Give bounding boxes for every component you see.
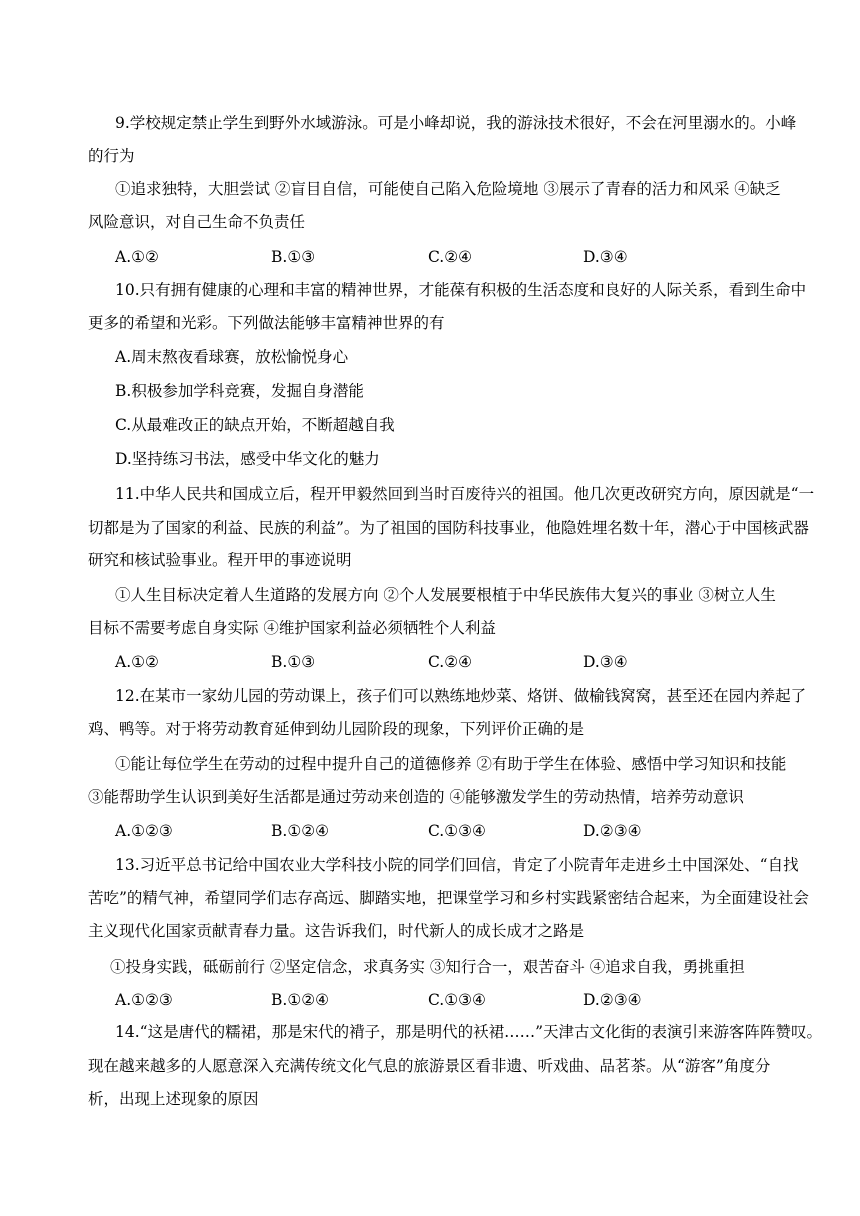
question-12-stem-line-2: 鸡、鸭等。对于将劳动教育延伸到幼儿园阶段的现象，下列评价正确的是 (88, 720, 585, 738)
question-10-stem-line-1: 10.只有拥有健康的心理和丰富的精神世界，才能葆有积极的生活态度和良好的人际关系，看到生命中 (115, 281, 807, 299)
question-14-stem-line-3: 析，出现上述现象的原因 (88, 1090, 259, 1108)
question-9-answer-b: B.①③ (271, 248, 316, 266)
question-13-answer-b: B.①②④ (271, 991, 330, 1009)
question-11-answer-c: C.②④ (428, 653, 473, 671)
question-11-statements-line-2: 目标不需要考虑自身实际 ④维护国家利益必须牺牲个人利益 (88, 619, 496, 637)
question-10-option-a: A.周末熬夜看球赛，放松愉悦身心 (115, 348, 349, 366)
question-10-option-b: B.积极参加学科竞赛，发掘自身潜能 (115, 382, 364, 400)
question-9-stem-line-1: 9.学校规定禁止学生到野外水域游泳。可是小峰却说，我的游泳技术很好，不会在河里溺水的。小峰 (115, 114, 797, 132)
question-12-answer-c: C.①③④ (428, 822, 486, 840)
question-9-answer-c: C.②④ (428, 248, 473, 266)
question-14-stem-line-1: 14.“这是唐代的糯裙，那是宋代的褙子，那是明代的袄裙……”天津古文化街的表演引来游客阵阵赞叹。 (115, 1023, 823, 1041)
question-13-statements-line-1: ①投身实践，砥砺前行 ②坚定信念，求真务实 ③知行合一，艰苦奋斗 ④追求自我，勇挑重担 (110, 958, 745, 976)
question-11-answer-d: D.③④ (583, 653, 628, 671)
question-10-stem-line-2: 更多的希望和光彩。下列做法能够丰富精神世界的有 (88, 314, 445, 332)
question-12-answer-a: A.①②③ (115, 822, 173, 840)
question-10-option-c: C.从最难改正的缺点开始，不断超越自我 (115, 416, 395, 434)
question-11-stem-line-2: 切都是为了国家的利益、民族的利益”。为了祖国的国防科技事业，他隐姓埋名数十年，潜心于中国核武器 (88, 519, 809, 537)
question-12-answer-b: B.①②④ (271, 822, 330, 840)
question-9-answer-d: D.③④ (583, 248, 628, 266)
question-14-stem-line-2: 现在越来越多的人愿意深入充满传统文化气息的旅游景区看非遗、听戏曲、品茗茶。从“游客”角度分 (88, 1057, 771, 1075)
question-9-stem-line-2: 的行为 (88, 147, 135, 165)
question-12-stem-line-1: 12.在某市一家幼儿园的劳动课上，孩子们可以熟练地炒菜、烙饼、做榆钱窝窝，甚至还在园内养起了 (115, 687, 807, 705)
question-12-statements-line-2: ③能帮助学生认识到美好生活都是通过劳动来创造的 ④能够激发学生的劳动热情，培养劳动意识 (88, 788, 744, 806)
question-11-stem-line-3: 研究和核试验事业。程开甲的事迹说明 (88, 551, 352, 569)
question-11-stem-line-1: 11.中华人民共和国成立后，程开甲毅然回到当时百废待兴的祖国。他几次更改研究方向，原因就是“一 (115, 485, 815, 503)
question-12-statements-line-1: ①能让每位学生在劳动的过程中提升自己的道德修养 ②有助于学生在体验、感悟中学习知识和技能 (115, 755, 787, 773)
question-13-answer-a: A.①②③ (115, 991, 173, 1009)
question-11-answer-a: A.①② (115, 653, 159, 671)
question-13-stem-line-3: 主义现代化国家贡献青春力量。这告诉我们，时代新人的成长成才之路是 (88, 922, 585, 940)
question-13-stem-line-2: 苦吃”的精气神，希望同学们志存高远、脚踏实地，把课堂学习和乡村实践紧密结合起来，为全面建设社会 (88, 889, 809, 907)
question-13-stem-line-1: 13.习近平总书记给中国农业大学科技小院的同学们回信，肯定了小院青年走进乡土中国深处、“自找 (115, 856, 799, 874)
question-9-statements-line-1: ①追求独特，大胆尝试 ②盲目自信，可能使自己陷入危险境地 ③展示了青春的活力和风采 ④缺乏 (115, 180, 781, 198)
question-13-answer-d: D.②③④ (583, 991, 642, 1009)
question-11-statements-line-1: ①人生目标决定着人生道路的发展方向 ②个人发展要根植于中华民族伟大复兴的事业 ③树立人生 (115, 586, 776, 604)
question-11-answer-b: B.①③ (271, 653, 316, 671)
question-9-answer-a: A.①② (115, 248, 159, 266)
question-10-option-d: D.坚持练习书法，感受中华文化的魅力 (115, 450, 380, 468)
question-13-answer-c: C.①③④ (428, 991, 486, 1009)
question-9-statements-line-2: 风险意识，对自己生命不负责任 (88, 213, 306, 231)
question-12-answer-d: D.②③④ (583, 822, 642, 840)
